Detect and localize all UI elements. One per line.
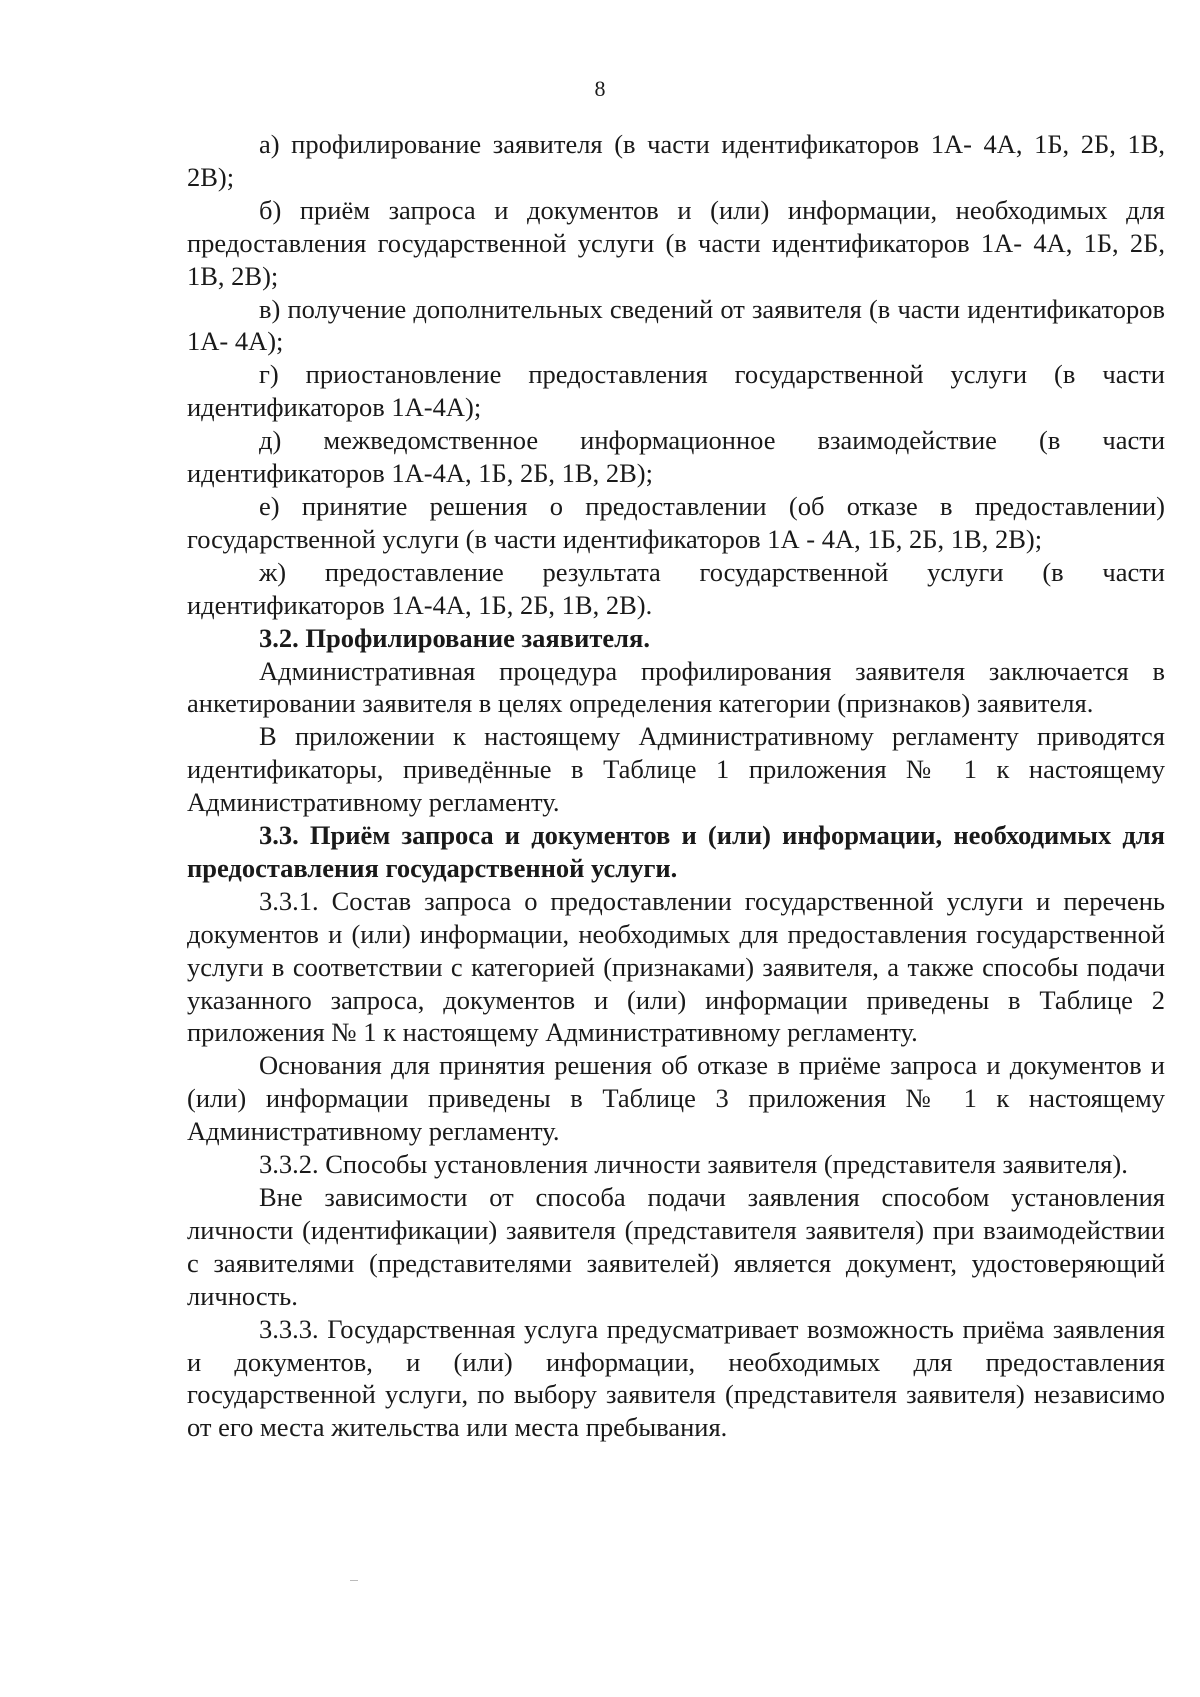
paragraph: Вне зависимости от способа подачи заявления способом установления личности (идентификации) заявителя (представителя заявителя) при взаимодействии с заявителями (представителями заявителей) является документ, удостоверяющий личность. xyxy=(187,1182,1165,1311)
section-heading-3-3: 3.3. Приём запроса и документов и (или) информации, необходимых для предоставления государственной услуги. xyxy=(187,820,1165,883)
list-item-zh: ж) предоставление результата государственной услуги (в части идентификаторов 1А-4А, 1Б, 2Б, 1В, 2В). xyxy=(187,556,1165,620)
paragraph-3-3-3: 3.3.3. Государственная услуга предусматривает возможность приёма заявления и документов, и (или) информации, необходимых для предоставления государственной услуги, по выбору заявителя (представителя заявителя) независимо от его места жительства или места пребывания. xyxy=(187,1313,1165,1443)
paragraph: Административная процедура профилирования заявителя заключается в анкетировании заявителя в целях определения категории (признаков) заявителя. xyxy=(187,655,1165,719)
paragraph-3-3-1: 3.3.1. Состав запроса о предоставлении государственной услуги и перечень документов и (или) информации, необходимых для предоставления государственной услуги в соответствии с категорией (признаками) заявителя, а также способы подачи указанного запроса, документов и (или) информации приведены в Таблице 2 приложения № 1 к настоящему Административному регламенту. xyxy=(187,885,1165,1048)
paragraph-3-3-2: 3.3.2. Способы установления личности заявителя (представителя заявителя). xyxy=(259,1149,1128,1180)
section-heading-3-2: 3.2. Профилирование заявителя. xyxy=(259,622,650,653)
list-item-a: а) профилирование заявителя (в части идентификаторов 1А- 4А, 1Б, 2Б, 1В, 2В); xyxy=(187,129,1165,192)
scan-mark xyxy=(350,1580,358,1581)
list-item-e: е) принятие решения о предоставлении (об отказе в предоставлении) государственной услуги (в части идентификаторов 1А - 4А, 1Б, 2Б, 1В, 2В); xyxy=(187,490,1165,554)
list-item-b: б) приём запроса и документов и (или) информации, необходимых для предоставления государственной услуги (в части идентификаторов 1А- 4А, 1Б, 2Б, 1В, 2В); xyxy=(187,194,1165,291)
document-body xyxy=(187,128,1165,1444)
page-number: 8 xyxy=(594,76,606,101)
list-item-d: д) межведомственное информационное взаимодействие (в части идентификаторов 1А-4А, 1Б, 2Б, 1В, 2В); xyxy=(187,425,1165,489)
paragraph: Основания для принятия решения об отказе в приёме запроса и документов и (или) информации приведены в Таблице 3 приложения № 1 к настоящему Административному регламенту. xyxy=(187,1050,1165,1147)
list-item-g: г) приостановление предоставления государственной услуги (в части идентификаторов 1А-4А); xyxy=(187,359,1165,423)
paragraph: В приложении к настоящему Административному регламенту приводятся идентификаторы, приведённые в Таблице 1 приложения № 1 к настоящему Административному регламенту. xyxy=(187,721,1165,818)
list-item-v: в) получение дополнительных сведений от заявителя (в части идентификаторов 1А- 4А); xyxy=(187,293,1165,357)
